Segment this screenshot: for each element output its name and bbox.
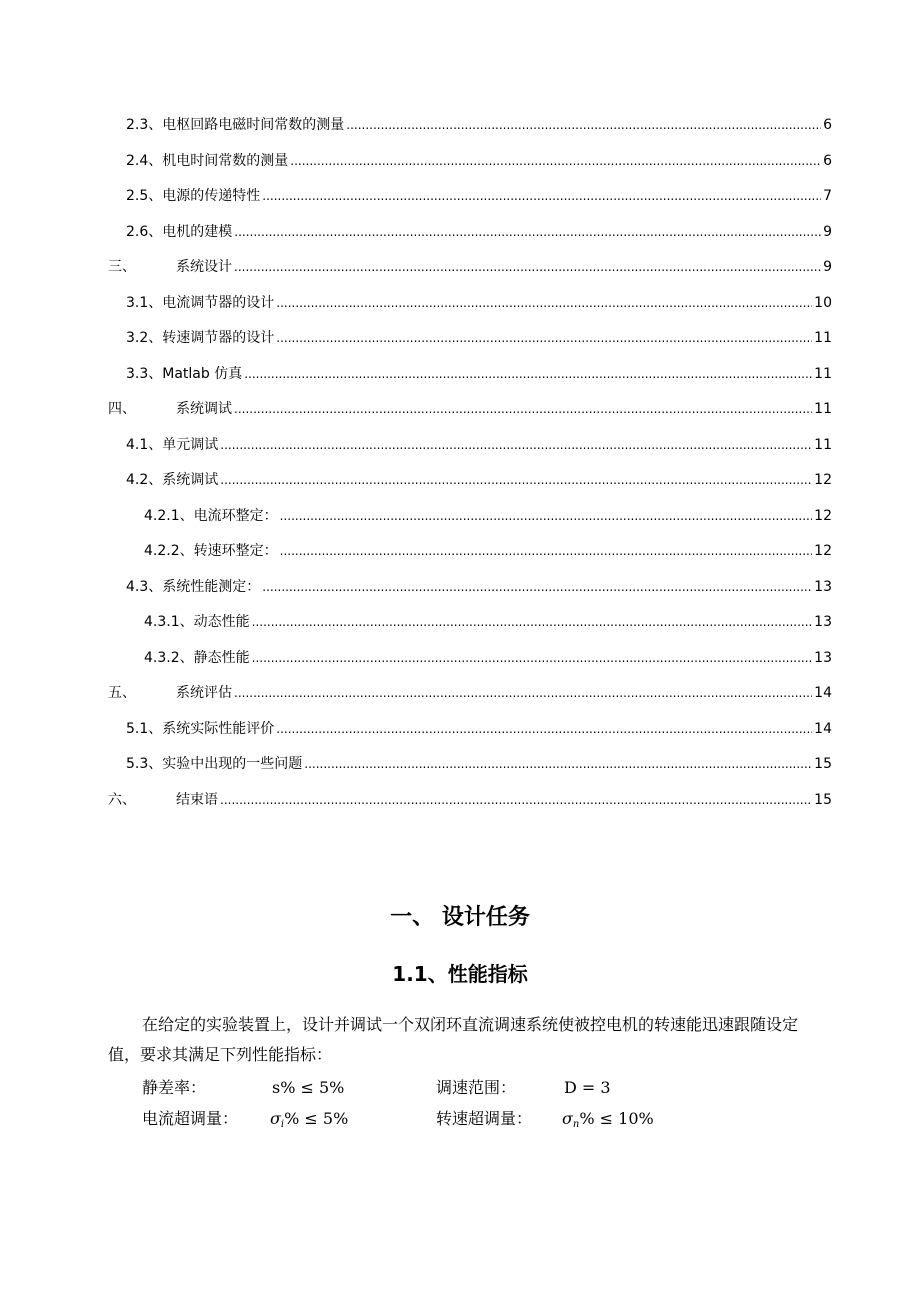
- toc-entry[interactable]: [126, 469, 832, 491]
- toc-entry-number: 三、: [108, 259, 136, 275]
- toc-leader-dots: [252, 647, 813, 669]
- toc-entry[interactable]: [126, 363, 832, 385]
- toc-entry[interactable]: [108, 398, 832, 420]
- toc-entry-title: 系统调试: [162, 472, 219, 488]
- toc-leader-dots: [234, 221, 821, 243]
- toc-entry[interactable]: [108, 256, 832, 278]
- toc-entry[interactable]: [144, 611, 832, 633]
- toc-entry-number: 2.6、: [126, 223, 163, 240]
- toc-entry-title: 电源的传递特性: [162, 188, 261, 204]
- toc-entry[interactable]: [108, 682, 832, 704]
- toc-leader-dots: [234, 398, 812, 420]
- toc-entry-page: 15: [814, 791, 832, 808]
- toc-entry-title: 动态性能: [193, 614, 250, 630]
- toc-entry-page: 14: [814, 685, 832, 701]
- toc-leader-dots: [280, 540, 813, 562]
- toc-leader-dots: [276, 718, 812, 740]
- toc-entry-number: 4.2.1、: [144, 507, 194, 524]
- toc-entry-title: 系统性能测定：: [162, 578, 261, 595]
- toc-entry-number: 四、: [108, 401, 136, 417]
- speed-range-value: D = 3: [564, 1078, 611, 1097]
- toc-entry-number: 4.3.1、: [144, 614, 194, 630]
- current-overshoot-spec: [270, 1107, 348, 1137]
- toc-leader-dots: [220, 469, 812, 491]
- toc-entry-page: 13: [814, 578, 832, 595]
- toc-leader-dots: [262, 576, 812, 598]
- toc-entry[interactable]: [126, 150, 832, 172]
- toc-leader-dots: [262, 185, 821, 207]
- toc-leader-dots: [280, 505, 813, 527]
- toc-entry-page: 15: [814, 756, 832, 772]
- toc-entry-page: 6: [823, 152, 832, 169]
- sigma-symbol: σ: [270, 1109, 281, 1128]
- sigma-subscript: i: [280, 1119, 285, 1130]
- toc-leader-dots: [276, 327, 812, 349]
- toc-entry-page: 12: [814, 472, 832, 488]
- toc-entry[interactable]: [108, 789, 832, 811]
- toc-entry[interactable]: [126, 292, 832, 314]
- toc-entry-page: 11: [814, 330, 832, 346]
- speed-overshoot-value: % ≤ 10%: [579, 1109, 654, 1128]
- speed-overshoot-spec: [562, 1107, 654, 1137]
- toc-entry-title: 实验中出现的一些问题: [162, 756, 303, 772]
- toc-entry-number: 2.5、: [126, 188, 163, 204]
- toc-leader-dots: [276, 292, 812, 314]
- toc-leader-dots: [346, 114, 821, 136]
- toc-entry-number: 五、: [108, 685, 136, 701]
- toc-entry[interactable]: [144, 540, 832, 562]
- toc-entry-number: 4.2.2、: [144, 543, 194, 559]
- toc-entry-page: 11: [814, 436, 832, 453]
- toc-entry-page: 6: [823, 117, 832, 133]
- toc-entry-page: 7: [823, 188, 832, 204]
- toc-entry-title: 机电时间常数的测量: [162, 152, 289, 169]
- toc-entry-number: 4.2、: [126, 472, 163, 488]
- toc-entry-number: 3.2、: [126, 330, 163, 346]
- toc-entry-title: 转速环整定：: [193, 543, 278, 559]
- toc-entry-page: 13: [814, 614, 832, 630]
- toc-entry-number: 3.3、: [126, 365, 163, 382]
- toc-entry-number: 2.4、: [126, 152, 163, 169]
- toc-entry-page: 9: [823, 259, 832, 275]
- toc-entry-title: 系统调试: [176, 401, 232, 417]
- toc-leader-dots: [220, 434, 812, 456]
- sigma-symbol: σ: [562, 1109, 573, 1128]
- toc-entry-title: 静态性能: [193, 649, 250, 666]
- toc-leader-dots: [220, 789, 812, 811]
- toc-entry-title: 电流调节器的设计: [162, 294, 275, 311]
- toc-entry[interactable]: [126, 434, 832, 456]
- toc-entry-page: 12: [814, 507, 832, 524]
- speed-overshoot-label: 转速超调量：: [436, 1109, 533, 1128]
- toc-leader-dots: [234, 682, 812, 704]
- static-error-label: 静差率：: [142, 1078, 207, 1097]
- toc-entry[interactable]: [126, 185, 832, 207]
- toc-entry-page: 10: [814, 294, 832, 311]
- toc-entry-title: 系统设计: [176, 259, 232, 275]
- toc-leader-dots: [244, 363, 812, 385]
- toc-entry-number: 六、: [108, 791, 136, 808]
- toc-entry-page: 12: [814, 543, 832, 559]
- sigma-subscript: n: [572, 1119, 580, 1130]
- toc-entry-page: 11: [814, 365, 832, 382]
- toc-entry-title: 系统实际性能评价: [162, 720, 275, 737]
- toc-entry-title: 电枢回路电磁时间常数的测量: [162, 117, 345, 133]
- toc-entry-number: 4.1、: [126, 436, 163, 453]
- toc-entry-page: 11: [814, 401, 832, 417]
- toc-entry-page: 14: [814, 720, 832, 737]
- toc-leader-dots: [252, 611, 813, 633]
- toc-entry-title: 电流环整定：: [193, 507, 278, 524]
- toc-entry-number: 5.3、: [126, 756, 163, 772]
- toc-entry-title: 转速调节器的设计: [162, 330, 275, 346]
- toc-entry-number: 3.1、: [126, 294, 163, 311]
- toc-entry-title: Matlab 仿真: [162, 365, 243, 382]
- toc-entry-page: 9: [823, 223, 832, 240]
- toc-leader-dots: [304, 753, 812, 775]
- toc-entry[interactable]: [126, 221, 832, 243]
- toc-entry[interactable]: [126, 576, 832, 598]
- toc-entry-number: 4.3.2、: [144, 649, 194, 666]
- intro-paragraph: 在给定的实验装置上，设计并调试一个双闭环直流调速系统使被控电机的转速能迅速跟随设定值，要求其满足下列性能指标：: [108, 1015, 799, 1064]
- toc-leader-dots: [290, 150, 821, 172]
- toc-entry[interactable]: [126, 114, 832, 136]
- section-title: 1.1、性能指标: [392, 962, 528, 986]
- current-overshoot-value: % ≤ 5%: [284, 1109, 349, 1128]
- toc-entry-number: 5.1、: [126, 720, 163, 737]
- static-error-value: s% ≤ 5%: [272, 1078, 345, 1097]
- chapter-title: 一、 设计任务: [390, 905, 530, 930]
- speed-range-label: 调速范围：: [436, 1078, 517, 1097]
- toc-entry[interactable]: [126, 327, 832, 349]
- toc-entry-number: 2.3、: [126, 117, 163, 133]
- toc-entry[interactable]: [126, 753, 832, 775]
- toc-entry-title: 单元调试: [162, 436, 219, 453]
- toc-entry[interactable]: [126, 718, 832, 740]
- toc-entry[interactable]: [144, 505, 832, 527]
- toc-entry-number: 4.3、: [126, 578, 163, 595]
- toc-entry[interactable]: [144, 647, 832, 669]
- toc-entry-title: 电机的建模: [162, 223, 233, 240]
- toc-entry-page: 13: [814, 649, 832, 666]
- current-overshoot-label: 电流超调量：: [142, 1109, 239, 1128]
- toc-entry-title: 结束语: [176, 791, 218, 808]
- toc-leader-dots: [234, 256, 821, 278]
- toc-entry-title: 系统评估: [176, 685, 232, 701]
